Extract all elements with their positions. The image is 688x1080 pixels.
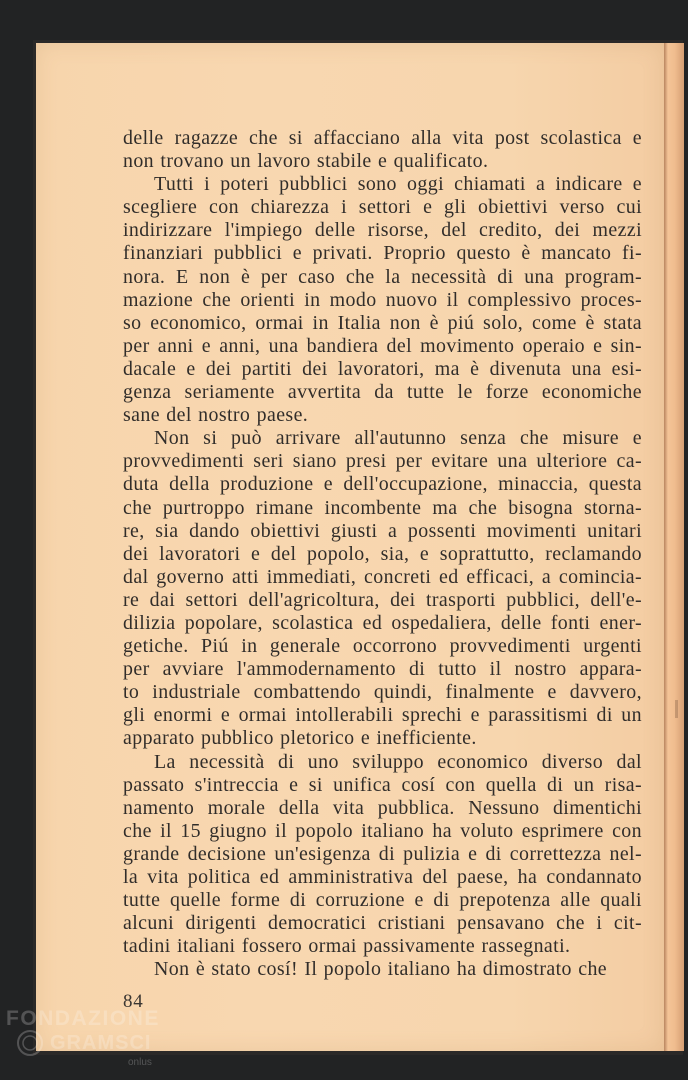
text-line: Non è stato cosí! Il popolo italiano ha dimostrato che [154,958,608,981]
text-line: so economico, ormai in Italia non è piú solo, come è stata [123,311,642,334]
text-line: nora. E non è per caso che la necessità di una program- [123,265,642,288]
text-line: che purtroppo rimane incombente ma che bisogna storna- [123,496,642,519]
text-line: namento morale della vita pubblica. Nessuno dimentichi [123,796,642,819]
page-edge-mark [675,700,678,718]
text-line: la vita politica ed amministrativa del paese, ha condannato [123,866,642,888]
text-line: grande decisione un'esigenza di pulizia e di correttezza nel- [123,842,642,865]
text-line: re dai settori dell'agricoltura, dei trasporti pubblici, dell'e- [123,588,642,611]
text-line: genza seriamente avvertita da tutte le forze economiche [123,381,642,404]
paragraph [123,958,642,981]
watermark-line1: FONDAZIONE [6,1007,160,1030]
text-line: La necessità di uno sviluppo economico diverso dal [154,750,642,773]
text-line: finanziari pubblici e privati. Proprio questo è mancato fi- [123,242,642,265]
text-line: delle ragazze che si affacciano alla vita post scolastica e [123,127,642,149]
text-line: dal governo atti immediati, concreti ed efficaci, a comincia- [123,565,642,588]
text-line: dilizia popolare, scolastica ed ospedaliera, delle fonti ener- [123,611,642,634]
text-line: getiche. Piú in generale occorrono provvedimenti urgenti [123,635,642,658]
text-line: mazione che orienti in modo nuovo il complessivo proces- [123,288,642,311]
page-text [123,127,642,981]
text-line: tutte quelle forme di corruzione e di prepotenza alle quali [123,889,642,912]
text-line: passato s'intreccia e si unifica cosí con quella di un risa- [123,773,642,796]
paragraph [123,751,642,959]
paragraph [123,127,642,173]
text-line: dei lavoratori e del popolo, sia, e soprattutto, reclamando [123,542,642,565]
text-line: non trovano un lavoro stabile e qualificato. [123,150,489,173]
text-line: alcuni dirigenti democratici cristiani pensavano che i cit- [123,912,642,935]
text-line: sane del nostro paese. [123,404,309,427]
text-line: gli enormi e ormai intollerabili sprechi e parassitismi di un [123,704,642,727]
text-line: provvedimenti seri siano presi per evitare una ulteriore ca- [123,450,642,473]
text-line: per avviare l'ammodernamento di tutto il nostro appara- [123,658,642,681]
text-line: re, sia dando obiettivi giusti a possenti movimenti unitari [123,519,642,542]
text-line: per anni e anni, una bandiera del movimento operaio e sin- [123,334,642,357]
text-line: che il 15 giugno il popolo italiano ha voluto esprimere con [123,819,642,842]
watermark-line2: GRAMSCI [50,1032,152,1054]
page-edge [664,43,684,1051]
watermark-line3: onlus [128,1057,152,1068]
text-line: Tutti i poteri pubblici sono oggi chiamati a indicare e [154,173,642,196]
text-line: Non si può arrivare all'autunno senza che misure e [154,427,642,450]
paragraph [123,173,642,427]
text-line: scegliere con chiarezza i settori e gli obiettivi verso cui [123,196,642,219]
paragraph [123,427,642,750]
text-line: to industriale combattendo quindi, finalmente e davvero, [123,681,642,704]
text-line: dacale e dei partiti dei lavoratori, ma è divenuta una esi- [123,357,642,380]
text-line: tadini italiani fossero ormai passivamente rassegnati. [123,935,571,958]
text-line: apparato pubblico pletorico e inefficiente. [123,727,477,750]
text-line: duta della produzione e dell'occupazione, minaccia, questa [123,473,642,496]
text-line: indirizzare l'impiego delle risorse, del credito, dei mezzi [123,219,642,242]
page-number: 84 [123,991,144,1012]
